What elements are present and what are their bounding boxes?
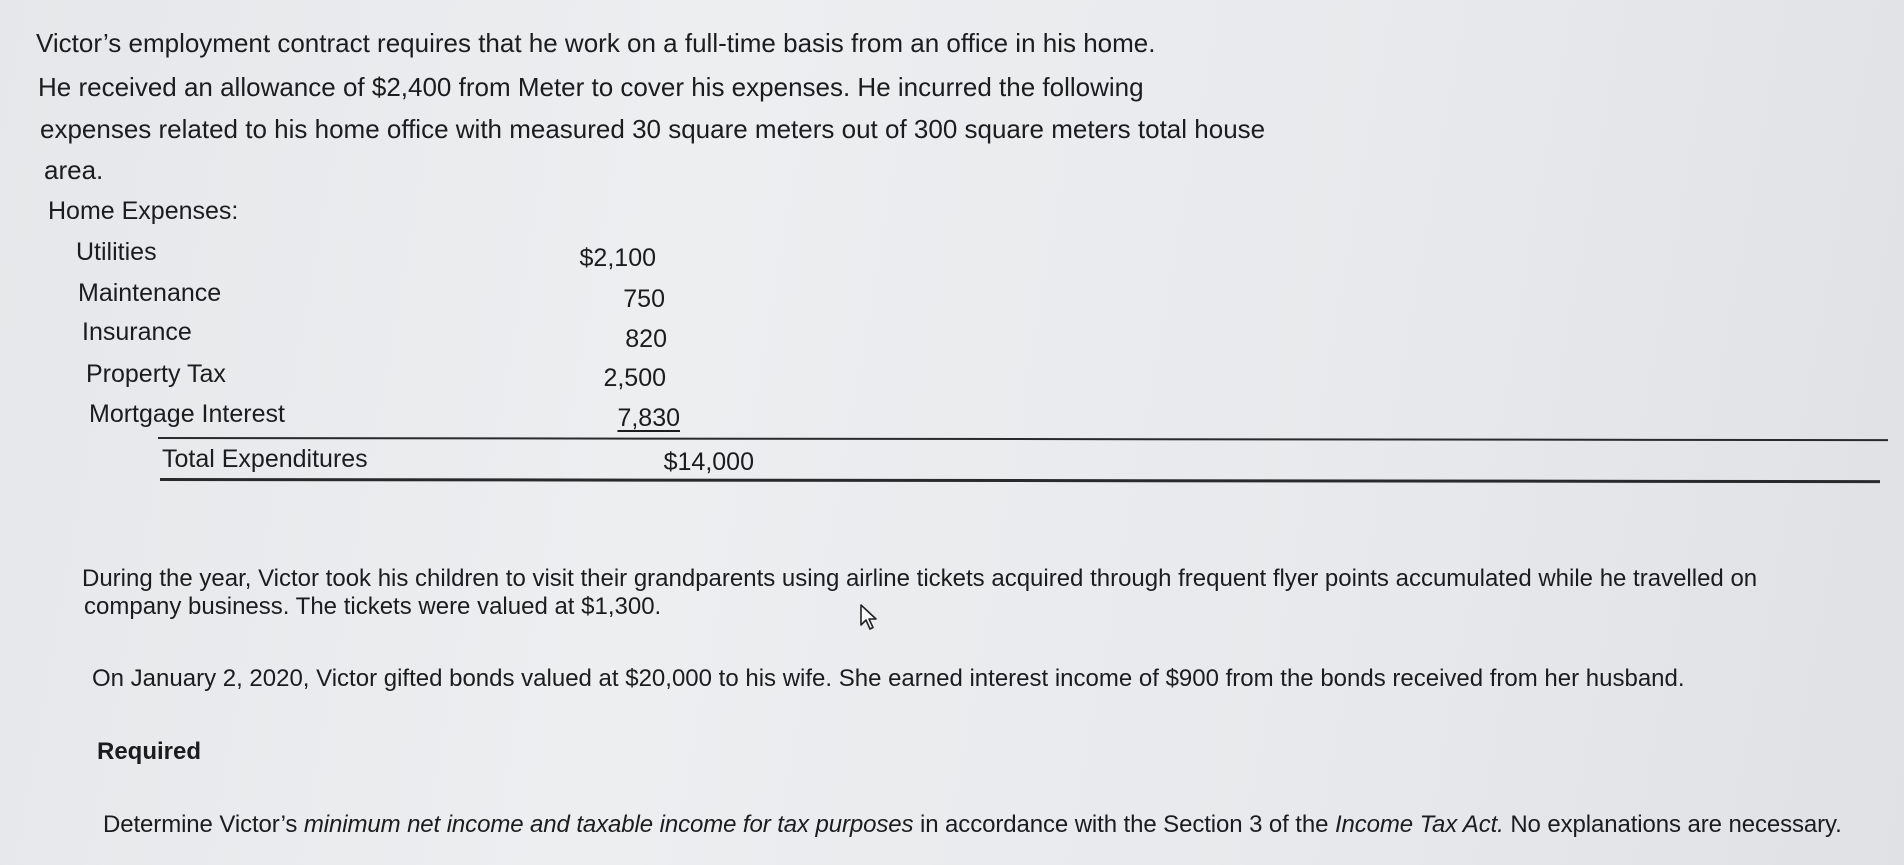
expense-amount: 820: [625, 325, 667, 353]
intro-line-3: expenses related to his home office with measured 30 square meters out of 300 square meters total house: [40, 114, 1266, 144]
home-expenses-heading: Home Expenses:: [48, 197, 239, 225]
intro-line-1: Victor’s employment contract requires that he work on a full-time basis from an office in his home.: [36, 28, 1156, 58]
expense-label: Property Tax: [86, 360, 226, 388]
required-text-italic-2: Income Tax Act.: [1334, 811, 1504, 838]
expense-amount: $2,100: [579, 244, 656, 272]
mouse-pointer-icon: [858, 603, 880, 631]
divider-line-bottom: [160, 478, 1880, 483]
divider-line-top: [158, 437, 1888, 441]
expense-label: Utilities: [76, 238, 157, 266]
required-text-italic-1: minimum net income and taxable income for tax purposes: [303, 811, 914, 838]
flyer-paragraph-line-1: During the year, Victor took his children to visit their grandparents using airline tickets acquired through frequent flyer points accumulated while he travelled on: [82, 565, 1758, 592]
intro-line-4: area.: [44, 155, 104, 185]
total-amount: $14,000: [663, 448, 754, 476]
expense-amount: 7,830: [617, 404, 680, 432]
expense-label: Maintenance: [78, 279, 222, 307]
expense-amount: 750: [623, 285, 665, 313]
expense-label: Insurance: [82, 318, 192, 346]
total-label: Total Expenditures: [162, 445, 368, 473]
required-text-part-2: in accordance with the Section 3 of the: [913, 811, 1335, 838]
expense-amount: 2,500: [603, 364, 666, 392]
flyer-paragraph-line-2: company business. The tickets were valued at $1,300.: [84, 593, 662, 620]
gift-paragraph: On January 2, 2020, Victor gifted bonds valued at $20,000 to his wife. She earned interest income of $900 from the bonds received from her husband.: [92, 665, 1685, 692]
required-instruction: [103, 810, 1842, 840]
expense-label: Mortgage Interest: [89, 400, 285, 428]
intro-line-2: He received an allowance of $2,400 from Meter to cover his expenses. He incurred the following: [38, 72, 1144, 102]
required-text-part-1: Determine Victor’s: [103, 811, 304, 838]
required-text-part-3: No explanations are necessary.: [1503, 811, 1842, 838]
required-heading: Required: [97, 738, 202, 765]
